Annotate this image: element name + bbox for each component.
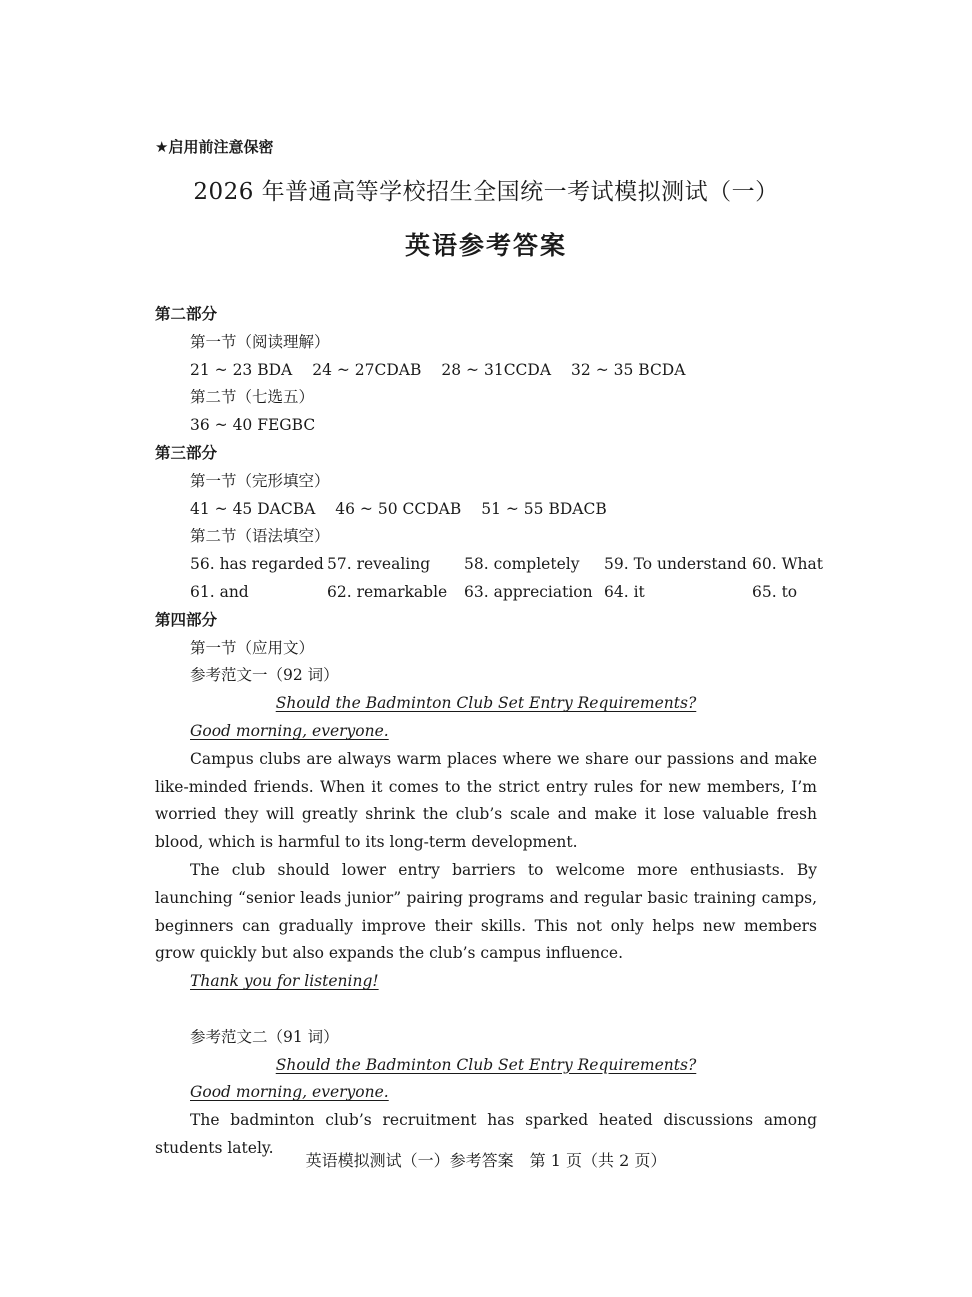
grammar-answer: 57. revealing (327, 555, 431, 574)
cloze-answers (155, 496, 817, 524)
grammar-answer: 64. it (604, 582, 645, 601)
part-2-title: 第二部分 (155, 305, 218, 323)
part-3-title: 第三部分 (155, 443, 218, 462)
part-4-section-1-title: 第一节（应用文） (190, 638, 315, 657)
sample-1-essay-title: Should the Badminton Club Set Entry Requirements? (275, 694, 697, 713)
sample-1-paragraph-1: Campus clubs are always warm places where we share our passions and make like-minded friends. When it comes to the strict entry rules for new members, I’m worried they will greatly shrink the club’s scale and make it lose valuable fresh blood, which is harmful to its long-term development. (155, 749, 817, 852)
grammar-answers-row-2 (155, 579, 817, 607)
answer-body (155, 301, 823, 1163)
sample-2-essay-title: Should the Badminton Club Set Entry Requirements? (275, 1055, 697, 1074)
grammar-answer: 63. appreciation (464, 582, 593, 601)
part-3-section-1-title: 第一节（完形填空） (190, 471, 330, 490)
grammar-answer: 61. and (190, 582, 249, 601)
sample-1-paragraph-2: The club should lower entry barriers to welcome more enthusiasts. By launching “senior leads junior” pairing programs and regular basic training camps, beginners can gradually improve their skills. This not only helps new members grow quickly but also expands the club’s campus influence. (155, 860, 817, 963)
answer-group: 28 ~ 31CCDA (441, 360, 552, 379)
sample-2-label: 参考范文二（91 词） (190, 1027, 339, 1046)
answer-group: 41 ~ 45 DACBA (190, 499, 316, 518)
sample-2-greeting: Good morning, everyone. (190, 1083, 389, 1102)
grammar-answer: 60. What (752, 555, 823, 574)
grammar-answers-row-1 (155, 551, 823, 579)
page-footer: 英语模拟测试（一）参考答案 第 1 页（共 2 页） (305, 1151, 667, 1170)
grammar-answer: 65. to (752, 582, 798, 601)
grammar-answer: 62. remarkable (327, 582, 448, 601)
seven-choose-five-answers (155, 412, 817, 440)
part-3-section-2-title: 第二节（语法填空） (190, 527, 330, 546)
reading-answers (155, 357, 817, 385)
confidential-notice: ★启用前注意保密 (155, 138, 274, 156)
sample-2-paragraph-1: The badminton club’s recruitment has sparked heated discussions among students lately. (155, 1111, 817, 1157)
sample-1-closing: Thank you for listening! (190, 972, 379, 991)
sample-1-label: 参考范文一（92 词） (190, 666, 339, 685)
sample-1-greeting: Good morning, everyone. (190, 721, 389, 740)
answer-group: 46 ~ 50 CCDAB (335, 499, 462, 518)
document-title: 英语参考答案 (404, 231, 567, 260)
exam-title: 2026 年普通高等学校招生全国统一考试模拟测试（一） (193, 179, 779, 205)
grammar-answer: 59. To understand (604, 555, 747, 574)
answer-group: 36 ~ 40 FEGBC (190, 416, 316, 435)
answer-group: 32 ~ 35 BCDA (571, 360, 686, 379)
answer-group: 24 ~ 27CDAB (312, 360, 422, 379)
grammar-answer: 56. has regarded (190, 555, 324, 574)
spacer (155, 996, 817, 1024)
grammar-answer: 58. completely (464, 555, 580, 574)
part-4-title: 第四部分 (155, 610, 218, 629)
part-2-section-2-title: 第二节（七选五） (190, 388, 315, 407)
part-2-section-1-title: 第一节（阅读理解） (190, 332, 330, 351)
answer-group: 21 ~ 23 BDA (190, 360, 293, 379)
answer-group: 51 ~ 55 BDACB (481, 499, 607, 518)
